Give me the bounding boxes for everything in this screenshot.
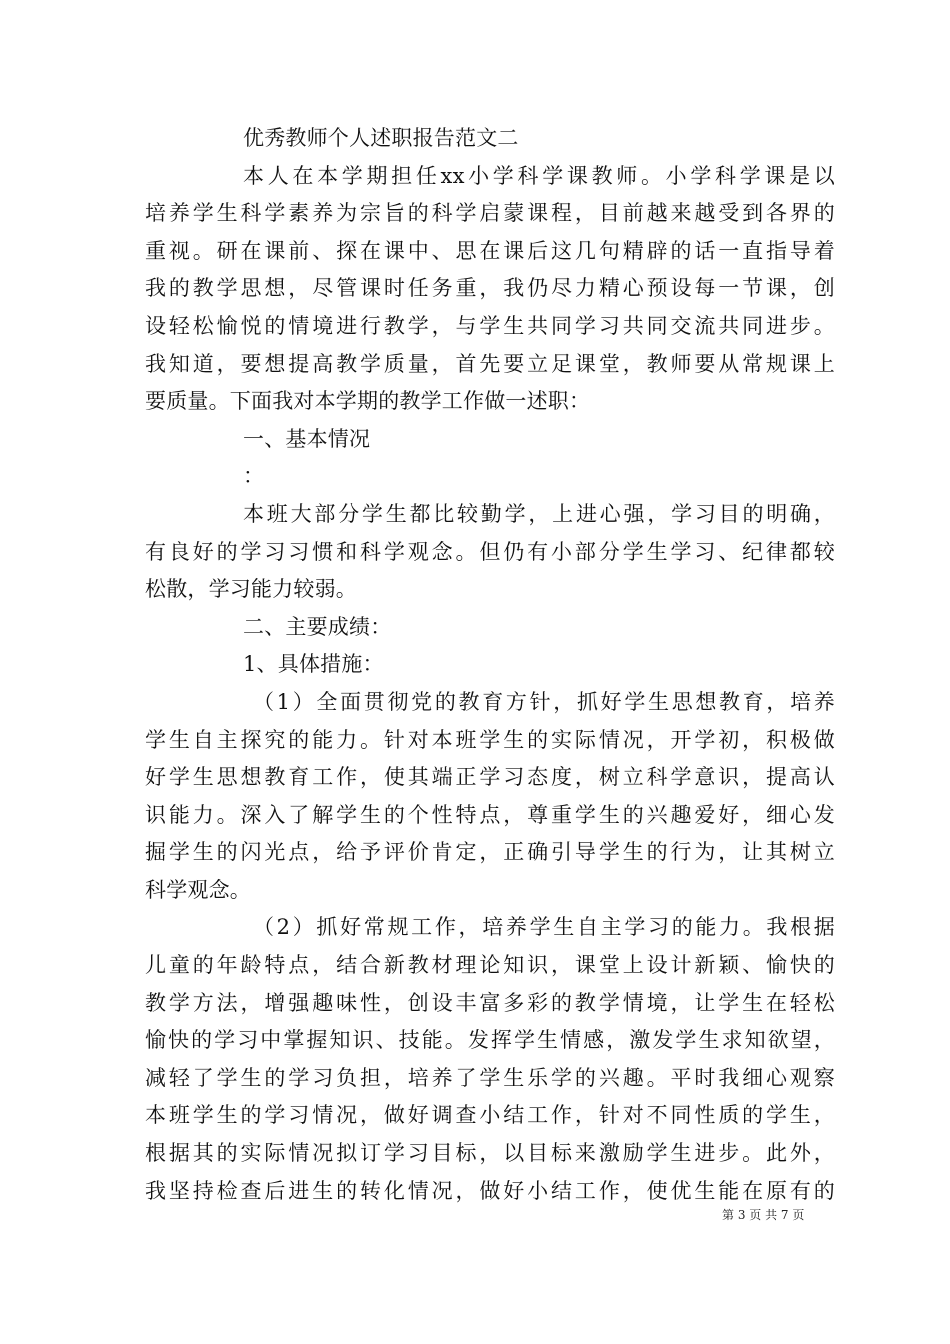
paragraph-line: ： — [243, 464, 265, 489]
paragraph-line: 我的教学思想，尽管课时任务重，我仍尽力精心预设每一节课，创 — [145, 276, 835, 301]
paragraph-line: 科学观念。 — [145, 877, 251, 902]
paragraph-line: 我知道，要想提高教学质量，首先要立足课堂，教师要从常规课上 — [145, 351, 835, 376]
paragraph-line: 教学方法，增强趣味性，创设丰富多彩的教学情境，让学生在轻松 — [145, 990, 835, 1015]
paragraph-line: 我坚持检查后进生的转化情况，做好小结工作，使优生能在原有的 — [145, 1178, 835, 1203]
paragraph-line: 要质量。下面我对本学期的教学工作做一述职： — [145, 389, 591, 414]
paragraph-line: （2）抓好常规工作，培养学生自主学习的能力。我根据 — [253, 915, 835, 940]
document-body — [145, 120, 835, 1210]
page-number: 第 3 页 共 7 页 — [722, 1208, 805, 1222]
subsection-heading: 1、具体措施： — [243, 652, 384, 677]
paragraph-line: 设轻松愉悦的情境进行教学，与学生共同学习共同交流共同进步。 — [145, 313, 835, 338]
paragraph-line: 好学生思想教育工作，使其端正学习态度，树立科学意识，提高认 — [145, 765, 835, 790]
paragraph-line: 减轻了学生的学习负担，培养了学生乐学的兴趣。平时我细心观察 — [145, 1065, 835, 1090]
paragraph-line: （1）全面贯彻党的教育方针，抓好学生思想教育，培养 — [253, 689, 835, 714]
document-title: 优秀教师个人述职报告范文二 — [243, 126, 519, 150]
paragraph-line: 掘学生的闪光点，给予评价肯定，正确引导学生的行为，让其树立 — [145, 840, 835, 865]
paragraph-line: 愉快的学习中掌握知识、技能。发挥学生情感，激发学生求知欲望， — [145, 1028, 835, 1053]
paragraph-line: 松散，学习能力较弱。 — [145, 577, 357, 602]
section-heading: 一、基本情况 — [243, 426, 371, 451]
paragraph-line: 培养学生科学素养为宗旨的科学启蒙课程，目前越来越受到各界的 — [145, 201, 835, 226]
paragraph-line: 儿童的年龄特点，结合新教材理论知识，课堂上设计新颖、愉快的 — [145, 953, 835, 978]
paragraph-line: 识能力。深入了解学生的个性特点，尊重学生的兴趣爱好，细心发 — [145, 802, 835, 827]
paragraph-line: 重视。研在课前、探在课中、思在课后这几句精辟的话一直指导着 — [145, 238, 835, 263]
paragraph-line: 本人在本学期担任xx小学科学课教师。小学科学课是以 — [243, 163, 835, 188]
paragraph-line: 根据其的实际情况拟订学习目标，以目标来激励学生进步。此外， — [145, 1141, 835, 1166]
paragraph-line: 学生自主探究的能力。针对本班学生的实际情况，开学初，积极做 — [145, 727, 835, 752]
section-heading: 二、主要成绩： — [243, 614, 392, 639]
paragraph-line: 本班大部分学生都比较勤学，上进心强，学习目的明确， — [243, 501, 835, 526]
paragraph-line: 本班学生的学习情况，做好调查小结工作，针对不同性质的学生， — [145, 1103, 835, 1128]
paragraph-line: 有良好的学习习惯和科学观念。但仍有小部分学生学习、纪律都较 — [145, 539, 835, 564]
